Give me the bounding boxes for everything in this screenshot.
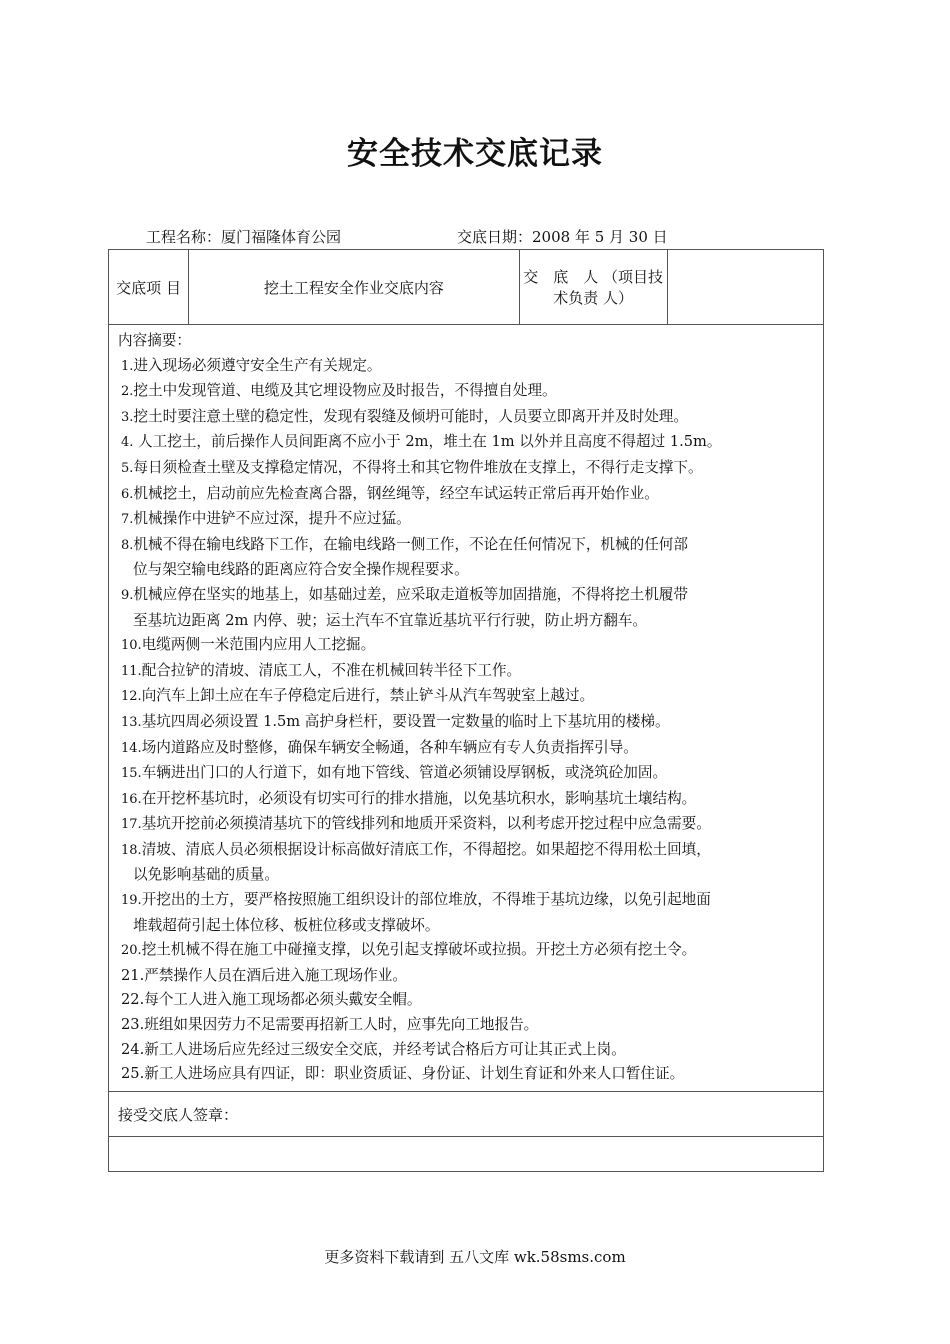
content-item-text: 机械操作中进铲不应过深，提升不应过猛。 xyxy=(133,510,411,528)
content-item xyxy=(118,938,815,964)
content-item-number: 19. xyxy=(121,893,142,909)
content-item-number: 11. xyxy=(121,663,142,679)
signature-row xyxy=(109,1092,824,1137)
content-item xyxy=(118,710,815,736)
content-item-continuation: 以免影响基础的质量。 xyxy=(133,866,279,884)
content-item-number: 10. xyxy=(121,638,142,654)
content-item-number: 14. xyxy=(121,740,142,756)
briefing-form-table xyxy=(108,249,824,1172)
content-item xyxy=(118,379,815,405)
content-item-text: 每日须检查土壁及支撑稳定情况，不得将土和其它物件堆放在支撑上，不得行走支撑下。 xyxy=(133,458,703,476)
content-item xyxy=(118,761,815,787)
content-item-number: 7. xyxy=(121,512,134,528)
content-item-number: 22. xyxy=(121,991,145,1009)
content-item-number: 16. xyxy=(121,791,142,807)
content-item-text: 新工人进场应具有四证，即：职业资质证、身份证、计划生育证和外来人口暂住证。 xyxy=(144,1065,685,1083)
person-label-cell xyxy=(519,250,667,325)
content-item xyxy=(118,1013,815,1038)
content-item-text: 机械不得在输电线路下工作，在输电线路一侧工作，不论在任何情况下，机械的任何部 xyxy=(133,535,688,553)
content-item-text: 车辆进出门口的人行道下，如有地下管线、管道必须铺设厚钢板，或浇筑砼加固。 xyxy=(141,764,668,782)
content-item xyxy=(118,1062,815,1087)
content-item xyxy=(118,482,815,508)
document-title: 安全技术交底记录 xyxy=(347,136,603,172)
content-item-text: 每个工人进入施工现场都必须头戴安全帽。 xyxy=(144,991,422,1009)
content-item-number: 9. xyxy=(121,587,134,603)
content-item xyxy=(118,430,815,456)
content-summary xyxy=(109,325,823,1087)
content-item-text: 场内道路应及时整修，确保车辆安全畅通，各种车辆应有专人负责指挥引导。 xyxy=(141,738,638,756)
signature-label: 接受交底人签章： xyxy=(109,1092,824,1137)
content-item-text: 配合拉铲的清坡、清底工人，不准在机械回转半径下工作。 xyxy=(141,661,522,679)
item-value-cell: 挖土工程安全作业交底内容 xyxy=(189,250,519,325)
content-item xyxy=(118,812,815,838)
content-item-number: 8. xyxy=(121,537,134,553)
person-label-line-1: 交 底 人 xyxy=(523,268,599,286)
content-item-number: 18. xyxy=(121,842,142,858)
content-item xyxy=(118,1038,815,1063)
content-item xyxy=(118,633,815,659)
content-heading: 内容摘要： xyxy=(118,332,191,349)
content-item-text: 基坑开挖前必须摸清基坑下的管线排列和地质开采资料，以利考虑开挖过程中应急需要。 xyxy=(141,815,711,833)
content-item xyxy=(118,988,815,1013)
content-item-text: 向汽车上卸土应在车子停稳定后进行，禁止铲斗从汽车驾驶室上越过。 xyxy=(141,687,595,705)
content-item-list xyxy=(118,354,815,1087)
content-item-text: 班组如果因劳力不足需要再招新工人时，应事先向工地报告。 xyxy=(144,1016,539,1034)
content-item-number: 25. xyxy=(121,1065,145,1083)
content-item-number: 5. xyxy=(121,460,134,476)
content-item-text: 挖土机械不得在施工中碰撞支撑，以免引起支撑破坏或拉损。开挖土方必须有挖土令。 xyxy=(141,941,697,959)
content-row xyxy=(109,325,824,1092)
content-item xyxy=(118,736,815,762)
content-item-number: 17. xyxy=(121,817,142,833)
content-item-text: 机械应停在坚实的地基上，如基础过差，应采取走道板等加固措施，不得将挖土机履带 xyxy=(133,585,688,603)
content-item xyxy=(118,583,815,633)
person-label-line-3: 人） xyxy=(603,289,634,307)
content-item-number: 12. xyxy=(121,689,142,705)
content-item-number: 2. xyxy=(121,384,134,400)
project-name: 工程名称：厦门福隆体育公园 xyxy=(146,228,342,246)
content-item-number: 4. xyxy=(121,435,134,451)
content-item-continuation: 位与架空输电线路的距离应符合安全操作规程要求。 xyxy=(133,561,469,579)
content-item-number: 21. xyxy=(121,966,145,984)
content-item xyxy=(118,456,815,482)
content-item-text: 新工人进场后应先经过三级安全交底，并经考试合格后方可让其正式上岗。 xyxy=(144,1040,626,1058)
content-item xyxy=(118,354,815,380)
content-item xyxy=(118,838,815,888)
item-label-cell xyxy=(109,250,189,325)
briefing-date: 交底日期：2008 年 5 月 30 日 xyxy=(457,228,668,246)
content-item-text: 电缆两侧一米范围内应用人工挖掘。 xyxy=(141,636,376,654)
content-item-number: 24. xyxy=(121,1040,145,1058)
content-item-number: 1. xyxy=(121,358,134,374)
content-item-continuation: 堆载超荷引起土体位移、板桩位移或支撑破坏。 xyxy=(133,916,440,934)
content-item-text: 进入现场必须遵守安全生产有关规定。 xyxy=(133,356,382,374)
content-item xyxy=(118,787,815,813)
header-row xyxy=(109,250,824,325)
person-value-cell xyxy=(667,250,823,325)
content-item-number: 23. xyxy=(121,1016,145,1034)
content-item-text: 基坑四周必须设置 1.5m 高护身栏杆，要设置一定数量的临时上下基坑用的楼梯。 xyxy=(141,712,670,730)
content-item xyxy=(118,405,815,431)
content-cell xyxy=(109,325,824,1092)
content-item-text: 机械挖土，启动前应先检查离合器，钢丝绳等，经空车试运转正常后再开始作业。 xyxy=(133,484,659,502)
content-item xyxy=(118,964,815,989)
content-item-text: 人工挖土，前后操作人员间距离不应小于 2m，堆土在 1m 以外并且高度不得超过 1.5m。 xyxy=(133,433,722,451)
content-item-text: 严禁操作人员在酒后进入施工现场作业。 xyxy=(144,966,407,984)
content-item-text: 开挖出的土方，要严格按照施工组织设计的部位堆放，不得堆于基坑边缘，以免引起地面 xyxy=(141,891,711,909)
content-item-text: 清坡、清底人员必须根据设计标高做好清底工作，不得超挖。如果超挖不得用松土回填， xyxy=(141,840,711,858)
content-item-number: 3. xyxy=(121,409,134,425)
content-item-continuation: 至基坑边距离 2m 内停、驶；运土汽车不宜靠近基坑平行行驶，防止坍方翻车。 xyxy=(133,611,647,629)
content-item-text: 挖土时要注意土壁的稳定性，发现有裂缝及倾坍可能时，人员要立即离开并及时处理。 xyxy=(133,407,688,425)
content-item-number: 13. xyxy=(121,714,142,730)
content-item-text: 挖土中发现管道、电缆及其它埋设物应及时报告，不得擅自处理。 xyxy=(133,382,557,400)
content-item-number: 15. xyxy=(121,766,142,782)
content-item xyxy=(118,684,815,710)
content-item xyxy=(118,659,815,685)
signature-blank-cell xyxy=(109,1137,824,1172)
content-item xyxy=(118,888,815,938)
content-item xyxy=(118,533,815,583)
content-item-number: 20. xyxy=(121,943,142,959)
item-label-line-2: 目 xyxy=(165,278,181,297)
content-item-text: 在开挖杯基坑时，必须设有切实可行的排水措施，以免基坑积水，影响基坑土壤结构。 xyxy=(141,789,697,807)
content-item-number: 6. xyxy=(121,486,134,502)
item-label-line-1: 交底项 xyxy=(116,278,162,297)
footer-note: 更多资料下载请到 五八文库 wk.58sms.com xyxy=(324,1248,626,1266)
signature-blank-row xyxy=(109,1137,824,1172)
content-item xyxy=(118,507,815,533)
person-label-line-2: （项目技术负责 xyxy=(553,268,664,307)
